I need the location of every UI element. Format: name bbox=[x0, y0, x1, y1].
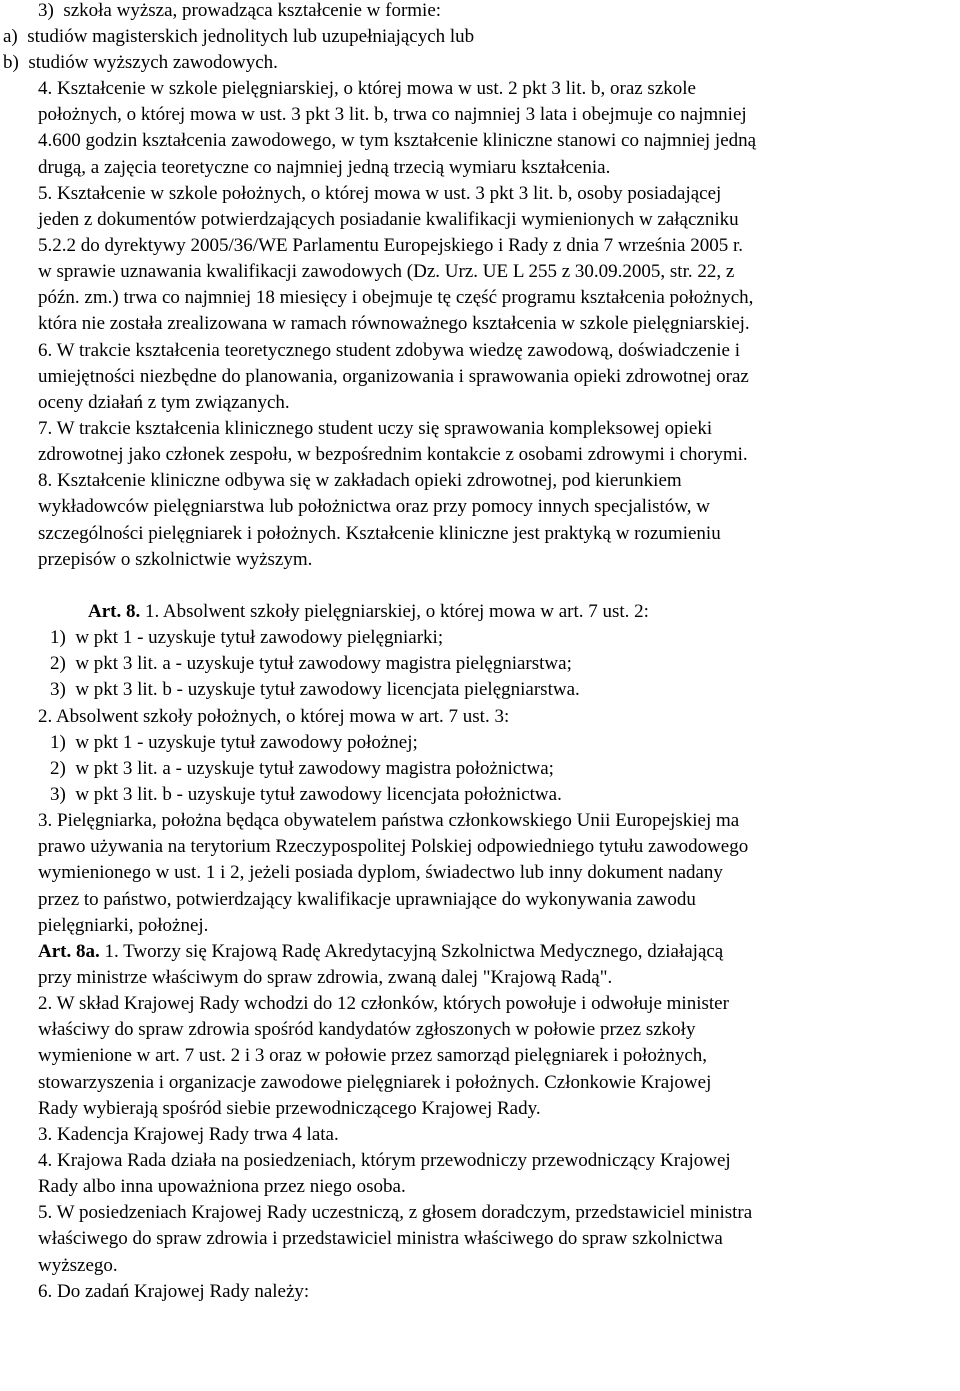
text-line: zdrowotnej jako członek zespołu, w bezpośrednim kontakcie z osobami zdrowymi i chorymi. bbox=[38, 444, 748, 465]
text-line: 5. W posiedzeniach Krajowej Rady uczestniczą, z głosem doradczym, przedstawiciel ministra bbox=[38, 1202, 753, 1223]
text-line: wykładowców pielęgniarstwa lub położnictwa oraz przy pomocy innych specjalistów, w bbox=[38, 496, 711, 517]
text-line: 4. Krajowa Rada działa na posiedzeniach, którym przewodniczy przewodniczący Krajowej bbox=[38, 1150, 731, 1171]
article-number: Art. 8a. bbox=[38, 941, 100, 962]
text-line: szczególności pielęgniarek i położnych. Kształcenie kliniczne jest praktyką w rozumieniu bbox=[38, 523, 721, 544]
text-line: drugą, a zajęcia teoretyczne co najmniej jedną trzecią wymiaru kształcenia. bbox=[38, 157, 611, 178]
text-line: 3) szkoła wyższa, prowadząca kształcenie w formie: bbox=[38, 0, 442, 21]
text-line: 5.2.2 do dyrektywy 2005/36/WE Parlamentu Europejskiego i Rady z dnia 7 września 2005 r. bbox=[38, 235, 743, 256]
text-line: 6. W trakcie kształcenia teoretycznego student zdobywa wiedzę zawodową, doświadczenie i bbox=[38, 340, 741, 361]
text-line: 2) w pkt 3 lit. a - uzyskuje tytuł zawodowy magistra pielęgniarstwa; bbox=[50, 653, 572, 674]
text-line: 8. Kształcenie kliniczne odbywa się w zakładach opieki zdrowotnej, pod kierunkiem bbox=[38, 470, 682, 491]
text-line: a) studiów magisterskich jednolitych lub uzupełniających lub bbox=[3, 26, 475, 47]
text-line: położnych, o której mowa w ust. 3 pkt 3 lit. b, trwa co najmniej 3 lata i obejmuje co najmniej bbox=[38, 104, 747, 125]
article-8a-heading bbox=[38, 939, 723, 965]
article-8-heading bbox=[88, 599, 649, 625]
text-line: przez to państwo, potwierdzający kwalifikacje uprawniające do wykonywania zawodu bbox=[38, 889, 696, 910]
text-line: 2. W skład Krajowej Rady wchodzi do 12 członków, których powołuje i odwołuje minister bbox=[38, 993, 729, 1014]
text-line: 2) w pkt 3 lit. a - uzyskuje tytuł zawodowy magistra położnictwa; bbox=[50, 758, 554, 779]
text-line: 3. Kadencja Krajowej Rady trwa 4 lata. bbox=[38, 1124, 339, 1145]
text-line: właściwego do spraw zdrowia i przedstawiciel ministra właściwego do spraw szkolnictwa bbox=[38, 1228, 723, 1249]
text-line: 1) w pkt 1 - uzyskuje tytuł zawodowy położnej; bbox=[50, 732, 418, 753]
text-line: 4.600 godzin kształcenia zawodowego, w tym kształcenie kliniczne stanowi co najmniej jedną bbox=[38, 130, 757, 151]
text-line: jeden z dokumentów potwierdzających posiadanie kwalifikacji wymienionych w załączniku bbox=[38, 209, 739, 230]
text-line: prawo używania na terytorium Rzeczypospolitej Polskiej odpowiedniego tytułu zawodowego bbox=[38, 836, 749, 857]
text-line: 1. Tworzy się Krajową Radę Akredytacyjną Szkolnictwa Medycznego, działającą bbox=[99, 941, 724, 962]
text-line: 1) w pkt 1 - uzyskuje tytuł zawodowy pielęgniarki; bbox=[50, 627, 444, 648]
text-line: Rady albo inna upoważniona przez niego osoba. bbox=[38, 1176, 406, 1197]
text-line: 4. Kształcenie w szkole pielęgniarskiej, o której mowa w ust. 2 pkt 3 lit. b, oraz szkole bbox=[38, 78, 696, 99]
text-line: 3. Pielęgniarka, położna będąca obywatelem państwa członkowskiego Unii Europejskiej ma bbox=[38, 810, 740, 831]
text-line: wymienione w art. 7 ust. 2 i 3 oraz w połowie przez samorząd pielęgniarek i położnych, bbox=[38, 1045, 708, 1066]
text-line: późn. zm.) trwa co najmniej 18 miesięcy i obejmuje tę część programu kształcenia położnych, bbox=[38, 287, 754, 308]
text-line: przepisów o szkolnictwie wyższym. bbox=[38, 549, 313, 570]
text-line: umiejętności niezbędne do planowania, organizowania i sprawowania opieki zdrowotnej oraz bbox=[38, 366, 749, 387]
text-line: Rady wybierają spośród siebie przewodniczącego Krajowej Rady. bbox=[38, 1098, 541, 1119]
text-line: 7. W trakcie kształcenia klinicznego student uczy się sprawowania kompleksowej opieki bbox=[38, 418, 713, 439]
text-line: 6. Do zadań Krajowej Rady należy: bbox=[38, 1281, 310, 1302]
text-line: stowarzyszenia i organizacje zawodowe pielęgniarek i położnych. Członkowie Krajowej bbox=[38, 1072, 712, 1093]
text-line: 3) w pkt 3 lit. b - uzyskuje tytuł zawodowy licencjata położnictwa. bbox=[50, 784, 562, 805]
article-number: Art. 8. bbox=[88, 601, 141, 622]
text-line: przy ministrze właściwym do spraw zdrowia, zwaną dalej "Krajową Radą". bbox=[38, 967, 613, 988]
text-line: wymienionego w ust. 1 i 2, jeżeli posiada dyplom, świadectwo lub inny dokument nadany bbox=[38, 862, 723, 883]
text-line: wyższego. bbox=[38, 1255, 118, 1276]
text-line: właściwy do spraw zdrowia spośród kandydatów zgłoszonych w połowie przez szkoły bbox=[38, 1019, 696, 1040]
text-line: 3) w pkt 3 lit. b - uzyskuje tytuł zawodowy licencjata pielęgniarstwa. bbox=[50, 679, 580, 700]
text-line: 5. Kształcenie w szkole położnych, o której mowa w ust. 3 pkt 3 lit. b, osoby posiadającej bbox=[38, 183, 722, 204]
text-line: która nie została zrealizowana w ramach równoważnego kształcenia w szkole pielęgniarskiej. bbox=[38, 313, 750, 334]
text-line: 1. Absolwent szkoły pielęgniarskiej, o której mowa w art. 7 ust. 2: bbox=[140, 601, 649, 622]
text-line: b) studiów wyższych zawodowych. bbox=[3, 52, 278, 73]
text-line: oceny działań z tym związanych. bbox=[38, 392, 290, 413]
text-line: 2. Absolwent szkoły położnych, o której mowa w art. 7 ust. 3: bbox=[38, 706, 510, 727]
text-line: w sprawie uznawania kwalifikacji zawodowych (Dz. Urz. UE L 255 z 30.09.2005, str. 22, z bbox=[38, 261, 735, 282]
text-line: pielęgniarki, położnej. bbox=[38, 915, 209, 936]
